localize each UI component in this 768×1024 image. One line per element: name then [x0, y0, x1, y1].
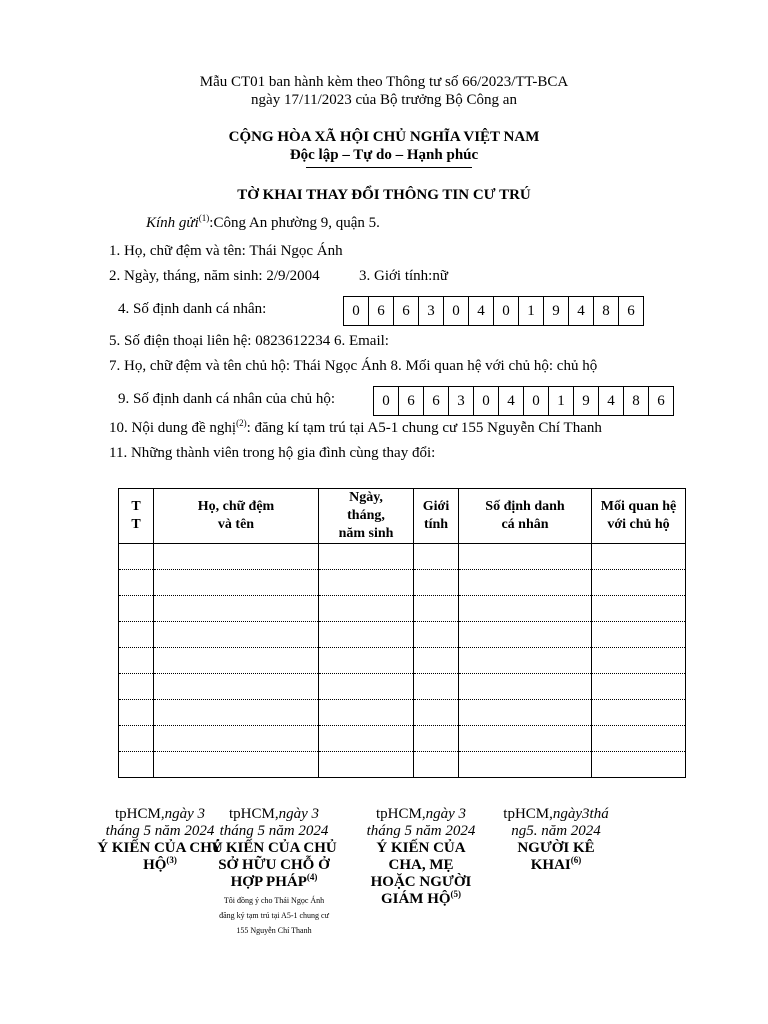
head-id-digit-box: 6: [648, 386, 674, 416]
personal-id-digit-box: 1: [518, 296, 544, 326]
table-cell: [119, 700, 154, 726]
head-id-digit-box: 4: [598, 386, 624, 416]
form-reference-line-2: ngày 17/11/2023 của Bộ trưởng Bộ Công an: [251, 92, 517, 108]
sig4-date-month-year: ng5. năm 2024: [511, 823, 601, 839]
table-cell: [414, 622, 459, 648]
table-cell: [154, 700, 319, 726]
sig3-date-day: ngày 3: [425, 806, 466, 822]
sig2-note-line-2: đăng ký tạm trú tại A5-1 chung cư: [219, 911, 329, 920]
head-id-digit-box: 4: [498, 386, 524, 416]
table-cell: [119, 726, 154, 752]
table-cell: [459, 596, 592, 622]
personal-id-boxes: [343, 296, 644, 326]
table-cell: [154, 648, 319, 674]
table-cell: [119, 752, 154, 778]
head-id-digit-box: 3: [448, 386, 474, 416]
table-cell: [119, 596, 154, 622]
recipient-label: Kính gửi: [146, 215, 199, 231]
table-row: [119, 596, 686, 622]
header-personal-id: Số định danh cá nhân: [459, 489, 592, 544]
field-request-content: [109, 420, 602, 437]
header-tt: T T: [119, 489, 154, 544]
personal-id-digit-box: 6: [393, 296, 419, 326]
table-cell: [592, 570, 686, 596]
table-cell: [154, 726, 319, 752]
table-cell: [119, 570, 154, 596]
sig2-note-line-1: Tôi đồng ý cho Thái Ngọc Ánh: [223, 896, 325, 905]
head-id-digit-box: 8: [623, 386, 649, 416]
motto-underline: [306, 167, 472, 168]
table-row: [119, 648, 686, 674]
table-cell: [319, 596, 414, 622]
sig2-title-2: SỞ HỮU CHỖ Ở: [218, 857, 330, 873]
motto: [0, 147, 768, 164]
table-cell: [154, 544, 319, 570]
field-household-head: 7. Họ, chữ đệm và tên chủ hộ: Thái Ngọc Ánh 8. Mối quan hệ với chủ hộ: chủ hộ: [109, 358, 598, 374]
head-id-digit-box: 0: [473, 386, 499, 416]
table-cell: [592, 596, 686, 622]
request-label: 10. Nội dung đề nghị: [109, 420, 237, 436]
header-date-of-birth: Ngày, tháng, năm sinh: [319, 489, 414, 544]
table-row: [119, 674, 686, 700]
table-cell: [154, 674, 319, 700]
table-cell: [119, 544, 154, 570]
recipient-footnote: (1): [198, 213, 210, 223]
table-row: [119, 752, 686, 778]
sig4-title-2: KHAI: [530, 857, 571, 873]
table-cell: [459, 752, 592, 778]
sig1-date-place: tpHCM,: [114, 806, 165, 822]
signature-declarant: [494, 806, 618, 874]
field-gender: 3. Giới tính:nữ: [359, 268, 448, 284]
sig1-title-1: Ý KIẾN CỦA CHỦ: [97, 840, 223, 856]
table-cell: [592, 622, 686, 648]
table-cell: [154, 622, 319, 648]
table-cell: [592, 700, 686, 726]
sig3-title-2: CHA, MẸ: [388, 857, 454, 873]
personal-id-digit-box: 4: [568, 296, 594, 326]
table-cell: [414, 752, 459, 778]
field-personal-id-label: 4. Số định danh cá nhân:: [118, 301, 267, 317]
personal-id-digit-box: 4: [468, 296, 494, 326]
sig3-footnote: (5): [450, 889, 462, 899]
table-cell: [592, 648, 686, 674]
table-cell: [319, 622, 414, 648]
table-cell: [414, 648, 459, 674]
table-cell: [459, 700, 592, 726]
recipient-line: [146, 215, 380, 232]
personal-id-digit-box: 3: [418, 296, 444, 326]
personal-id-digit-box: 6: [368, 296, 394, 326]
head-id-digit-box: 1: [548, 386, 574, 416]
sig1-date-month-year: tháng 5 năm 2024: [105, 823, 215, 839]
table-row: [119, 726, 686, 752]
sig3-title-1: Ý KIẾN CỦA: [376, 840, 466, 856]
table-cell: [154, 596, 319, 622]
table-cell: [459, 622, 592, 648]
table-row: [119, 544, 686, 570]
recipient-value: :Công An phường 9, quận 5.: [209, 215, 380, 231]
sig3-date-month-year: tháng 5 năm 2024: [366, 823, 476, 839]
table-cell: [119, 648, 154, 674]
table-cell: [414, 700, 459, 726]
personal-id-digit-box: 0: [443, 296, 469, 326]
personal-id-digit-box: 6: [618, 296, 644, 326]
table-cell: [459, 726, 592, 752]
table-cell: [592, 544, 686, 570]
table-row: [119, 570, 686, 596]
table-row: [119, 700, 686, 726]
members-table: [118, 488, 686, 778]
motto-text: Độc lập – Tự do – Hạnh phúc: [289, 147, 479, 163]
sig3-date-place: tpHCM,: [375, 806, 426, 822]
personal-id-digit-box: 8: [593, 296, 619, 326]
table-cell: [319, 674, 414, 700]
sig4-date-place: tpHCM,: [503, 806, 553, 822]
head-id-digit-box: 6: [398, 386, 424, 416]
personal-id-digit-box: 9: [543, 296, 569, 326]
sig2-date-day: ngày 3: [278, 806, 319, 822]
table-cell: [319, 570, 414, 596]
head-id-digit-box: 0: [373, 386, 399, 416]
nation-heading: CỘNG HÒA XÃ HỘI CHỦ NGHĨA VIỆT NAM: [228, 129, 540, 145]
table-header-row: [119, 489, 686, 544]
table-cell: [459, 544, 592, 570]
form-reference-line-1: Mẫu CT01 ban hành kèm theo Thông tư số 66/2023/TT-BCA: [199, 74, 569, 90]
header-full-name: Họ, chữ đệm và tên: [154, 489, 319, 544]
table-cell: [459, 570, 592, 596]
table-cell: [319, 544, 414, 570]
table-cell: [414, 570, 459, 596]
table-cell: [459, 648, 592, 674]
sig2-date-month-year: tháng 5 năm 2024: [219, 823, 329, 839]
sig2-title-1: Ý KIẾN CỦA CHỦ: [211, 840, 337, 856]
table-cell: [319, 648, 414, 674]
table-row: [119, 622, 686, 648]
field-full-name: 1. Họ, chữ đệm và tên: Thái Ngọc Ánh: [109, 243, 343, 259]
table-cell: [414, 674, 459, 700]
table-cell: [414, 596, 459, 622]
header-gender: Giới tính: [414, 489, 459, 544]
sig3-title-3: HOẶC NGƯỜI: [370, 874, 472, 890]
field-head-id-label: 9. Số định danh cá nhân của chủ hộ:: [118, 391, 336, 407]
head-id-digit-box: 9: [573, 386, 599, 416]
sig1-date-day: ngày 3: [164, 806, 205, 822]
sig3-title-4: GIÁM HỘ: [380, 891, 451, 907]
table-cell: [414, 544, 459, 570]
field-date-of-birth: 2. Ngày, tháng, năm sinh: 2/9/2004: [109, 268, 320, 284]
table-cell: [319, 726, 414, 752]
table-cell: [154, 570, 319, 596]
table-cell: [319, 752, 414, 778]
sig4-footnote: (6): [570, 855, 582, 865]
head-id-digit-box: 0: [523, 386, 549, 416]
request-footnote: (2): [236, 418, 247, 428]
sig1-title-2: HỘ: [143, 857, 167, 873]
signature-guardian: [354, 806, 488, 908]
table-cell: [154, 752, 319, 778]
personal-id-digit-box: 0: [493, 296, 519, 326]
header-relationship: Mối quan hệ với chủ hộ: [592, 489, 686, 544]
sig2-title-3: HỢP PHÁP: [230, 874, 307, 890]
table-cell: [414, 726, 459, 752]
sig2-footnote: (4): [306, 872, 318, 882]
field-phone-email: 5. Số điện thoại liên hệ: 0823612234 6. Email:: [109, 333, 389, 349]
table-cell: [592, 674, 686, 700]
field-members-heading: 11. Những thành viên trong hộ gia đình cùng thay đổi:: [109, 445, 436, 461]
document-title: TỜ KHAI THAY ĐỔI THÔNG TIN CƯ TRÚ: [237, 187, 531, 203]
table-cell: [119, 622, 154, 648]
table-cell: [592, 726, 686, 752]
table-cell: [459, 674, 592, 700]
sig4-title-1: NGƯỜI KÊ: [517, 840, 595, 856]
personal-id-digit-box: 0: [343, 296, 369, 326]
sig2-date-place: tpHCM,: [228, 806, 279, 822]
request-value: : đăng kí tạm trú tại A5-1 chung cư 155 Nguyễn Chí Thanh: [246, 420, 602, 436]
sig4-date-day: ngày3thá: [552, 806, 609, 822]
sig1-footnote: (3): [166, 855, 177, 865]
head-id-digit-box: 6: [423, 386, 449, 416]
signature-property-owner: [206, 806, 342, 938]
table-cell: [592, 752, 686, 778]
sig2-note-line-3: 155 Nguyễn Chí Thanh: [236, 926, 312, 935]
table-cell: [319, 700, 414, 726]
table-cell: [119, 674, 154, 700]
head-id-boxes: [373, 386, 674, 416]
